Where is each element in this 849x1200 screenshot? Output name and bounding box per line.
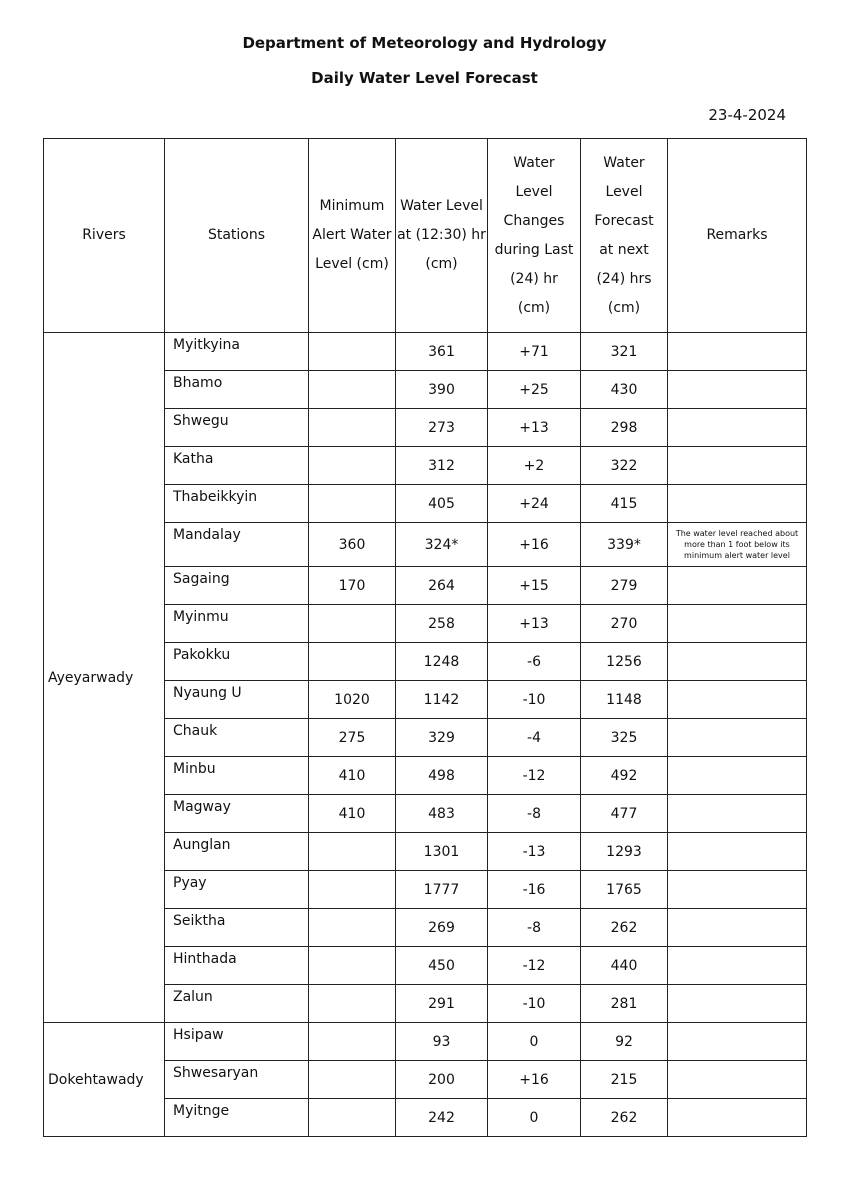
remark-cell <box>668 833 807 871</box>
station-name: Thabeikkyin <box>165 485 309 523</box>
station-name: Katha <box>165 447 309 485</box>
forecast-cell: 440 <box>581 947 668 985</box>
level-change-cell: -10 <box>488 985 581 1023</box>
station-name: Bhamo <box>165 371 309 409</box>
min-alert-cell <box>309 871 396 909</box>
forecast-cell: 415 <box>581 485 668 523</box>
min-alert-cell <box>309 333 396 371</box>
level-change-cell: -12 <box>488 947 581 985</box>
level-change-cell: -6 <box>488 643 581 681</box>
station-name: Mandalay <box>165 523 309 567</box>
station-name: Pyay <box>165 871 309 909</box>
station-name: Shwegu <box>165 409 309 447</box>
water-level-cell: 361 <box>396 333 488 371</box>
level-change-cell: -12 <box>488 757 581 795</box>
water-level-cell: 1248 <box>396 643 488 681</box>
min-alert-cell <box>309 1061 396 1099</box>
table-row <box>44 333 807 371</box>
report-title: Department of Meteorology and Hydrology <box>242 34 607 52</box>
min-alert-cell <box>309 985 396 1023</box>
table-row <box>44 1023 807 1061</box>
remark-cell <box>668 447 807 485</box>
remark-cell <box>668 947 807 985</box>
water-level-cell: 258 <box>396 605 488 643</box>
level-change-cell: +71 <box>488 333 581 371</box>
remark-cell <box>668 1099 807 1137</box>
remark-cell <box>668 567 807 605</box>
forecast-cell: 262 <box>581 909 668 947</box>
station-name: Aunglan <box>165 833 309 871</box>
report-subtitle: Daily Water Level Forecast <box>311 69 538 87</box>
table-body <box>44 333 807 1137</box>
station-name: Sagaing <box>165 567 309 605</box>
remark-cell <box>668 485 807 523</box>
station-name: Myitkyina <box>165 333 309 371</box>
remark-cell <box>668 643 807 681</box>
forecast-cell: 298 <box>581 409 668 447</box>
remark-cell <box>668 985 807 1023</box>
station-name: Pakokku <box>165 643 309 681</box>
station-name: Hsipaw <box>165 1023 309 1061</box>
min-alert-cell <box>309 409 396 447</box>
min-alert-cell: 360 <box>309 523 396 567</box>
min-alert-cell <box>309 643 396 681</box>
level-change-cell: -8 <box>488 909 581 947</box>
forecast-cell: 92 <box>581 1023 668 1061</box>
remark-cell <box>668 1023 807 1061</box>
water-level-cell: 329 <box>396 719 488 757</box>
forecast-cell: 430 <box>581 371 668 409</box>
remark-cell <box>668 371 807 409</box>
col-header-min-alert: Minimum Alert Water Level (cm) <box>309 139 396 333</box>
remark-cell: The water level reached about more than 1 foot below its minimum alert water level <box>668 523 807 567</box>
col-header-water-level: Water Level at (12:30) hr (cm) <box>396 139 488 333</box>
water-level-table <box>43 138 807 1137</box>
min-alert-cell <box>309 947 396 985</box>
min-alert-cell <box>309 909 396 947</box>
water-level-cell: 291 <box>396 985 488 1023</box>
forecast-cell: 1148 <box>581 681 668 719</box>
forecast-cell: 270 <box>581 605 668 643</box>
level-change-cell: 0 <box>488 1023 581 1061</box>
min-alert-cell <box>309 1099 396 1137</box>
water-level-cell: 450 <box>396 947 488 985</box>
water-level-cell: 312 <box>396 447 488 485</box>
col-header-rivers: Rivers <box>44 139 165 333</box>
table-header-row <box>44 139 807 333</box>
min-alert-cell: 410 <box>309 795 396 833</box>
water-level-cell: 483 <box>396 795 488 833</box>
remark-cell <box>668 333 807 371</box>
forecast-cell: 262 <box>581 1099 668 1137</box>
level-change-cell: -13 <box>488 833 581 871</box>
level-change-cell: +13 <box>488 605 581 643</box>
forecast-cell: 321 <box>581 333 668 371</box>
forecast-cell: 325 <box>581 719 668 757</box>
forecast-cell: 215 <box>581 1061 668 1099</box>
water-level-cell: 1142 <box>396 681 488 719</box>
water-level-cell: 1777 <box>396 871 488 909</box>
water-level-cell: 324* <box>396 523 488 567</box>
station-name: Hinthada <box>165 947 309 985</box>
level-change-cell: +16 <box>488 523 581 567</box>
water-level-cell: 405 <box>396 485 488 523</box>
level-change-cell: -4 <box>488 719 581 757</box>
remark-cell <box>668 795 807 833</box>
remark-cell <box>668 681 807 719</box>
min-alert-cell: 1020 <box>309 681 396 719</box>
forecast-cell: 322 <box>581 447 668 485</box>
station-name: Shwesaryan <box>165 1061 309 1099</box>
col-header-remarks: Remarks <box>668 139 807 333</box>
remark-cell <box>668 605 807 643</box>
min-alert-cell: 275 <box>309 719 396 757</box>
forecast-cell: 492 <box>581 757 668 795</box>
remark-cell <box>668 757 807 795</box>
min-alert-cell <box>309 485 396 523</box>
station-name: Magway <box>165 795 309 833</box>
remark-cell <box>668 719 807 757</box>
forecast-cell: 1765 <box>581 871 668 909</box>
station-name: Minbu <box>165 757 309 795</box>
remark-cell <box>668 1061 807 1099</box>
river-name: Dokehtawady <box>44 1023 165 1137</box>
water-level-cell: 273 <box>396 409 488 447</box>
level-change-cell: -8 <box>488 795 581 833</box>
forecast-cell: 281 <box>581 985 668 1023</box>
water-level-cell: 390 <box>396 371 488 409</box>
min-alert-cell: 410 <box>309 757 396 795</box>
min-alert-cell <box>309 605 396 643</box>
water-level-cell: 1301 <box>396 833 488 871</box>
remark-cell <box>668 871 807 909</box>
level-change-cell: +15 <box>488 567 581 605</box>
forecast-cell: 1256 <box>581 643 668 681</box>
river-name: Ayeyarwady <box>44 333 165 1023</box>
station-name: Seiktha <box>165 909 309 947</box>
min-alert-cell <box>309 1023 396 1061</box>
col-header-forecast: Water Level Forecast at next (24) hrs (cm) <box>581 139 668 333</box>
level-change-cell: -10 <box>488 681 581 719</box>
col-header-changes: Water Level Changes during Last (24) hr (cm) <box>488 139 581 333</box>
station-name: Nyaung U <box>165 681 309 719</box>
station-name: Zalun <box>165 985 309 1023</box>
station-name: Myitnge <box>165 1099 309 1137</box>
report-date: 23-4-2024 <box>708 106 786 124</box>
station-name: Chauk <box>165 719 309 757</box>
level-change-cell: -16 <box>488 871 581 909</box>
min-alert-cell <box>309 833 396 871</box>
level-change-cell: +25 <box>488 371 581 409</box>
level-change-cell: +13 <box>488 409 581 447</box>
level-change-cell: +16 <box>488 1061 581 1099</box>
station-name: Myinmu <box>165 605 309 643</box>
water-level-cell: 242 <box>396 1099 488 1137</box>
water-level-cell: 498 <box>396 757 488 795</box>
col-header-stations: Stations <box>165 139 309 333</box>
level-change-cell: 0 <box>488 1099 581 1137</box>
forecast-cell: 339* <box>581 523 668 567</box>
level-change-cell: +2 <box>488 447 581 485</box>
water-level-cell: 264 <box>396 567 488 605</box>
min-alert-cell <box>309 371 396 409</box>
water-level-cell: 269 <box>396 909 488 947</box>
forecast-cell: 1293 <box>581 833 668 871</box>
water-level-cell: 200 <box>396 1061 488 1099</box>
remark-cell <box>668 909 807 947</box>
water-level-cell: 93 <box>396 1023 488 1061</box>
forecast-cell: 477 <box>581 795 668 833</box>
level-change-cell: +24 <box>488 485 581 523</box>
min-alert-cell: 170 <box>309 567 396 605</box>
forecast-cell: 279 <box>581 567 668 605</box>
min-alert-cell <box>309 447 396 485</box>
remark-cell <box>668 409 807 447</box>
